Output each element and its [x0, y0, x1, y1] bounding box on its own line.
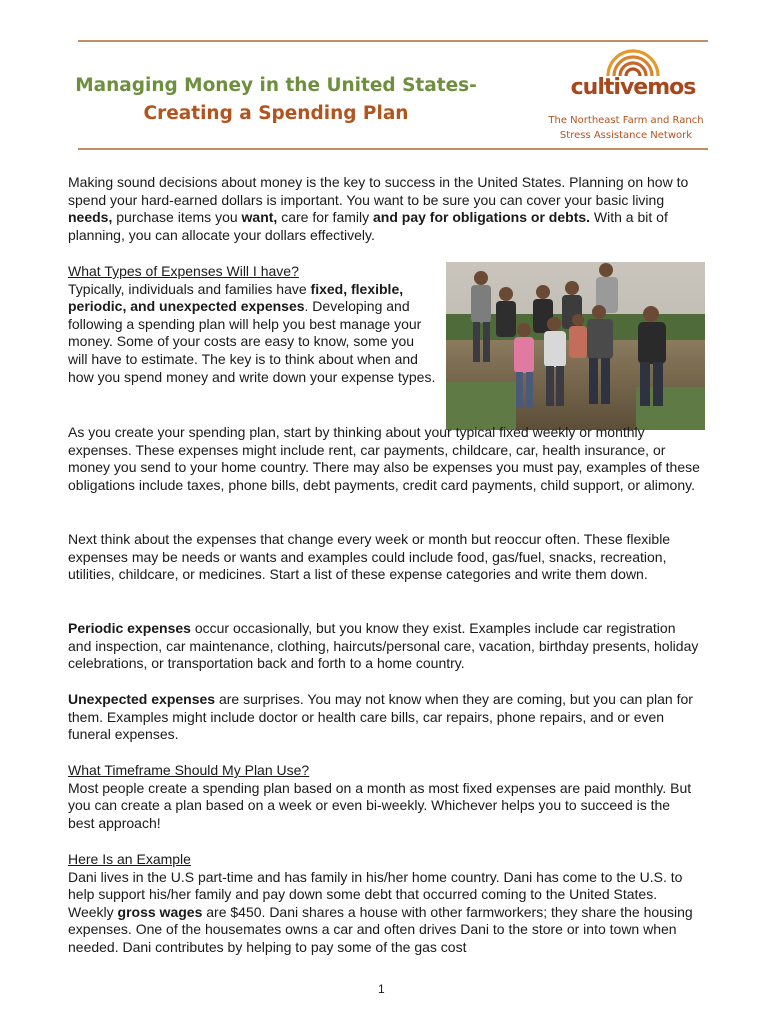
cultivemos-logo — [568, 46, 698, 98]
intro-bold-obligations: and pay for obligations or debts. — [373, 209, 591, 226]
example-bold-gross-wages: gross wages — [117, 903, 203, 920]
flexible-expenses-text: Next think about the expenses that change every week or month but reoccur often. These flexible expenses may be needs or wants and examples could include food, gas/fuel, snacks, recreation, utilities, childcare, or medicines. Start a list of these expense categories and write them down. — [68, 531, 671, 583]
example-heading: Here Is an Example — [68, 851, 191, 867]
intro-bold-want: want, — [241, 209, 278, 226]
page-number: 1 — [378, 982, 385, 996]
intro-text-1: Making sound decisions about money is the key to success in the United States. Planning on how to spend your hard-earned dollars is important. You want to be sure you can cover your basic living — [68, 174, 689, 208]
periodic-expenses-paragraph — [68, 620, 700, 673]
types-section — [68, 263, 436, 386]
timeframe-heading: What Timeframe Should My Plan Use? — [68, 762, 310, 778]
unexpected-expenses-label: Unexpected expenses — [68, 691, 216, 707]
title-line-2: Creating a Spending Plan — [143, 103, 409, 124]
unexpected-expenses-paragraph — [68, 691, 700, 744]
farmworkers-photo — [446, 262, 705, 430]
types-bold: fixed, flexible, periodic, and unexpected expenses — [68, 280, 404, 315]
org-name — [545, 113, 707, 143]
org-line-2: Stress Assistance Network — [559, 130, 693, 141]
types-text-1: Typically, individuals and families have — [68, 280, 311, 297]
intro-text-2: purchase items you — [112, 209, 242, 226]
intro-bold-needs: needs, — [68, 209, 113, 226]
example-text-2: are $450. Dani shares a house with other farmworkers; they share the housing expenses. One of the housemates owns a car and often drives Dani to the store or into town when needed. Dani contributes by helping to pay some of the gas cost — [68, 903, 693, 955]
title-line-1: Managing Money in the United States- — [75, 75, 477, 96]
header-top-rule — [78, 40, 708, 42]
page-title — [66, 72, 486, 128]
timeframe-text: Most people create a spending plan based on a month as most fixed expenses are paid monthly. But you can create a plan based on a week or even bi-weekly. Whichever helps you to succeed is the best approach! — [68, 779, 692, 831]
types-text-2: . Developing and following a spending plan will help you best manage your money. Some of your costs are easy to know, some you will have to estimate. The key is to think about when and how you spend money and write down your expense types. — [68, 298, 436, 385]
periodic-expenses-label: Periodic expenses — [68, 620, 191, 636]
header-bottom-rule — [78, 148, 708, 150]
timeframe-section — [68, 762, 700, 832]
example-section — [68, 851, 700, 957]
intro-paragraph — [68, 174, 700, 244]
fixed-expenses-text: As you create your spending plan, start by thinking about your typical fixed weekly or monthly expenses. These expenses might include rent, car payments, childcare, car, health insurance, or money you send to your home country. There may also be expenses you must pay, examples of these obligations include taxes, phone bills, debt payments, credit card payments, child support, or alimony. — [68, 424, 700, 493]
fixed-expenses-paragraph — [68, 424, 700, 494]
org-line-1: The Northeast Farm and Ranch — [548, 115, 704, 126]
periodic-expenses-text: occur occasionally, but you know they exist. Examples include car registration and inspection, car maintenance, clothing, haircuts/personal care, vacation, birthday presents, holiday celebrations, or transportation back and forth to a home country. — [68, 620, 699, 672]
example-text-1: Dani lives in the U.S part-time and has family in his/her home country. Dani has come to the U.S. to help support his/her family and pay down some debt that occurred coming to the United States. Weekly — [68, 868, 683, 920]
unexpected-expenses-text: are surprises. You may not know when they are coming, but you can plan for them. Examples might include doctor or health care bills, car repairs, phone repairs, and or even funeral expenses. — [68, 691, 693, 743]
types-heading: What Types of Expenses Will I have? — [68, 263, 299, 279]
logo-wordmark: cultivemos — [570, 75, 696, 98]
intro-text-3: care for family — [277, 209, 374, 226]
flexible-expenses-paragraph — [68, 531, 700, 584]
intro-text-4: With a bit of planning, you can allocate your dollars effectively. — [68, 209, 668, 243]
